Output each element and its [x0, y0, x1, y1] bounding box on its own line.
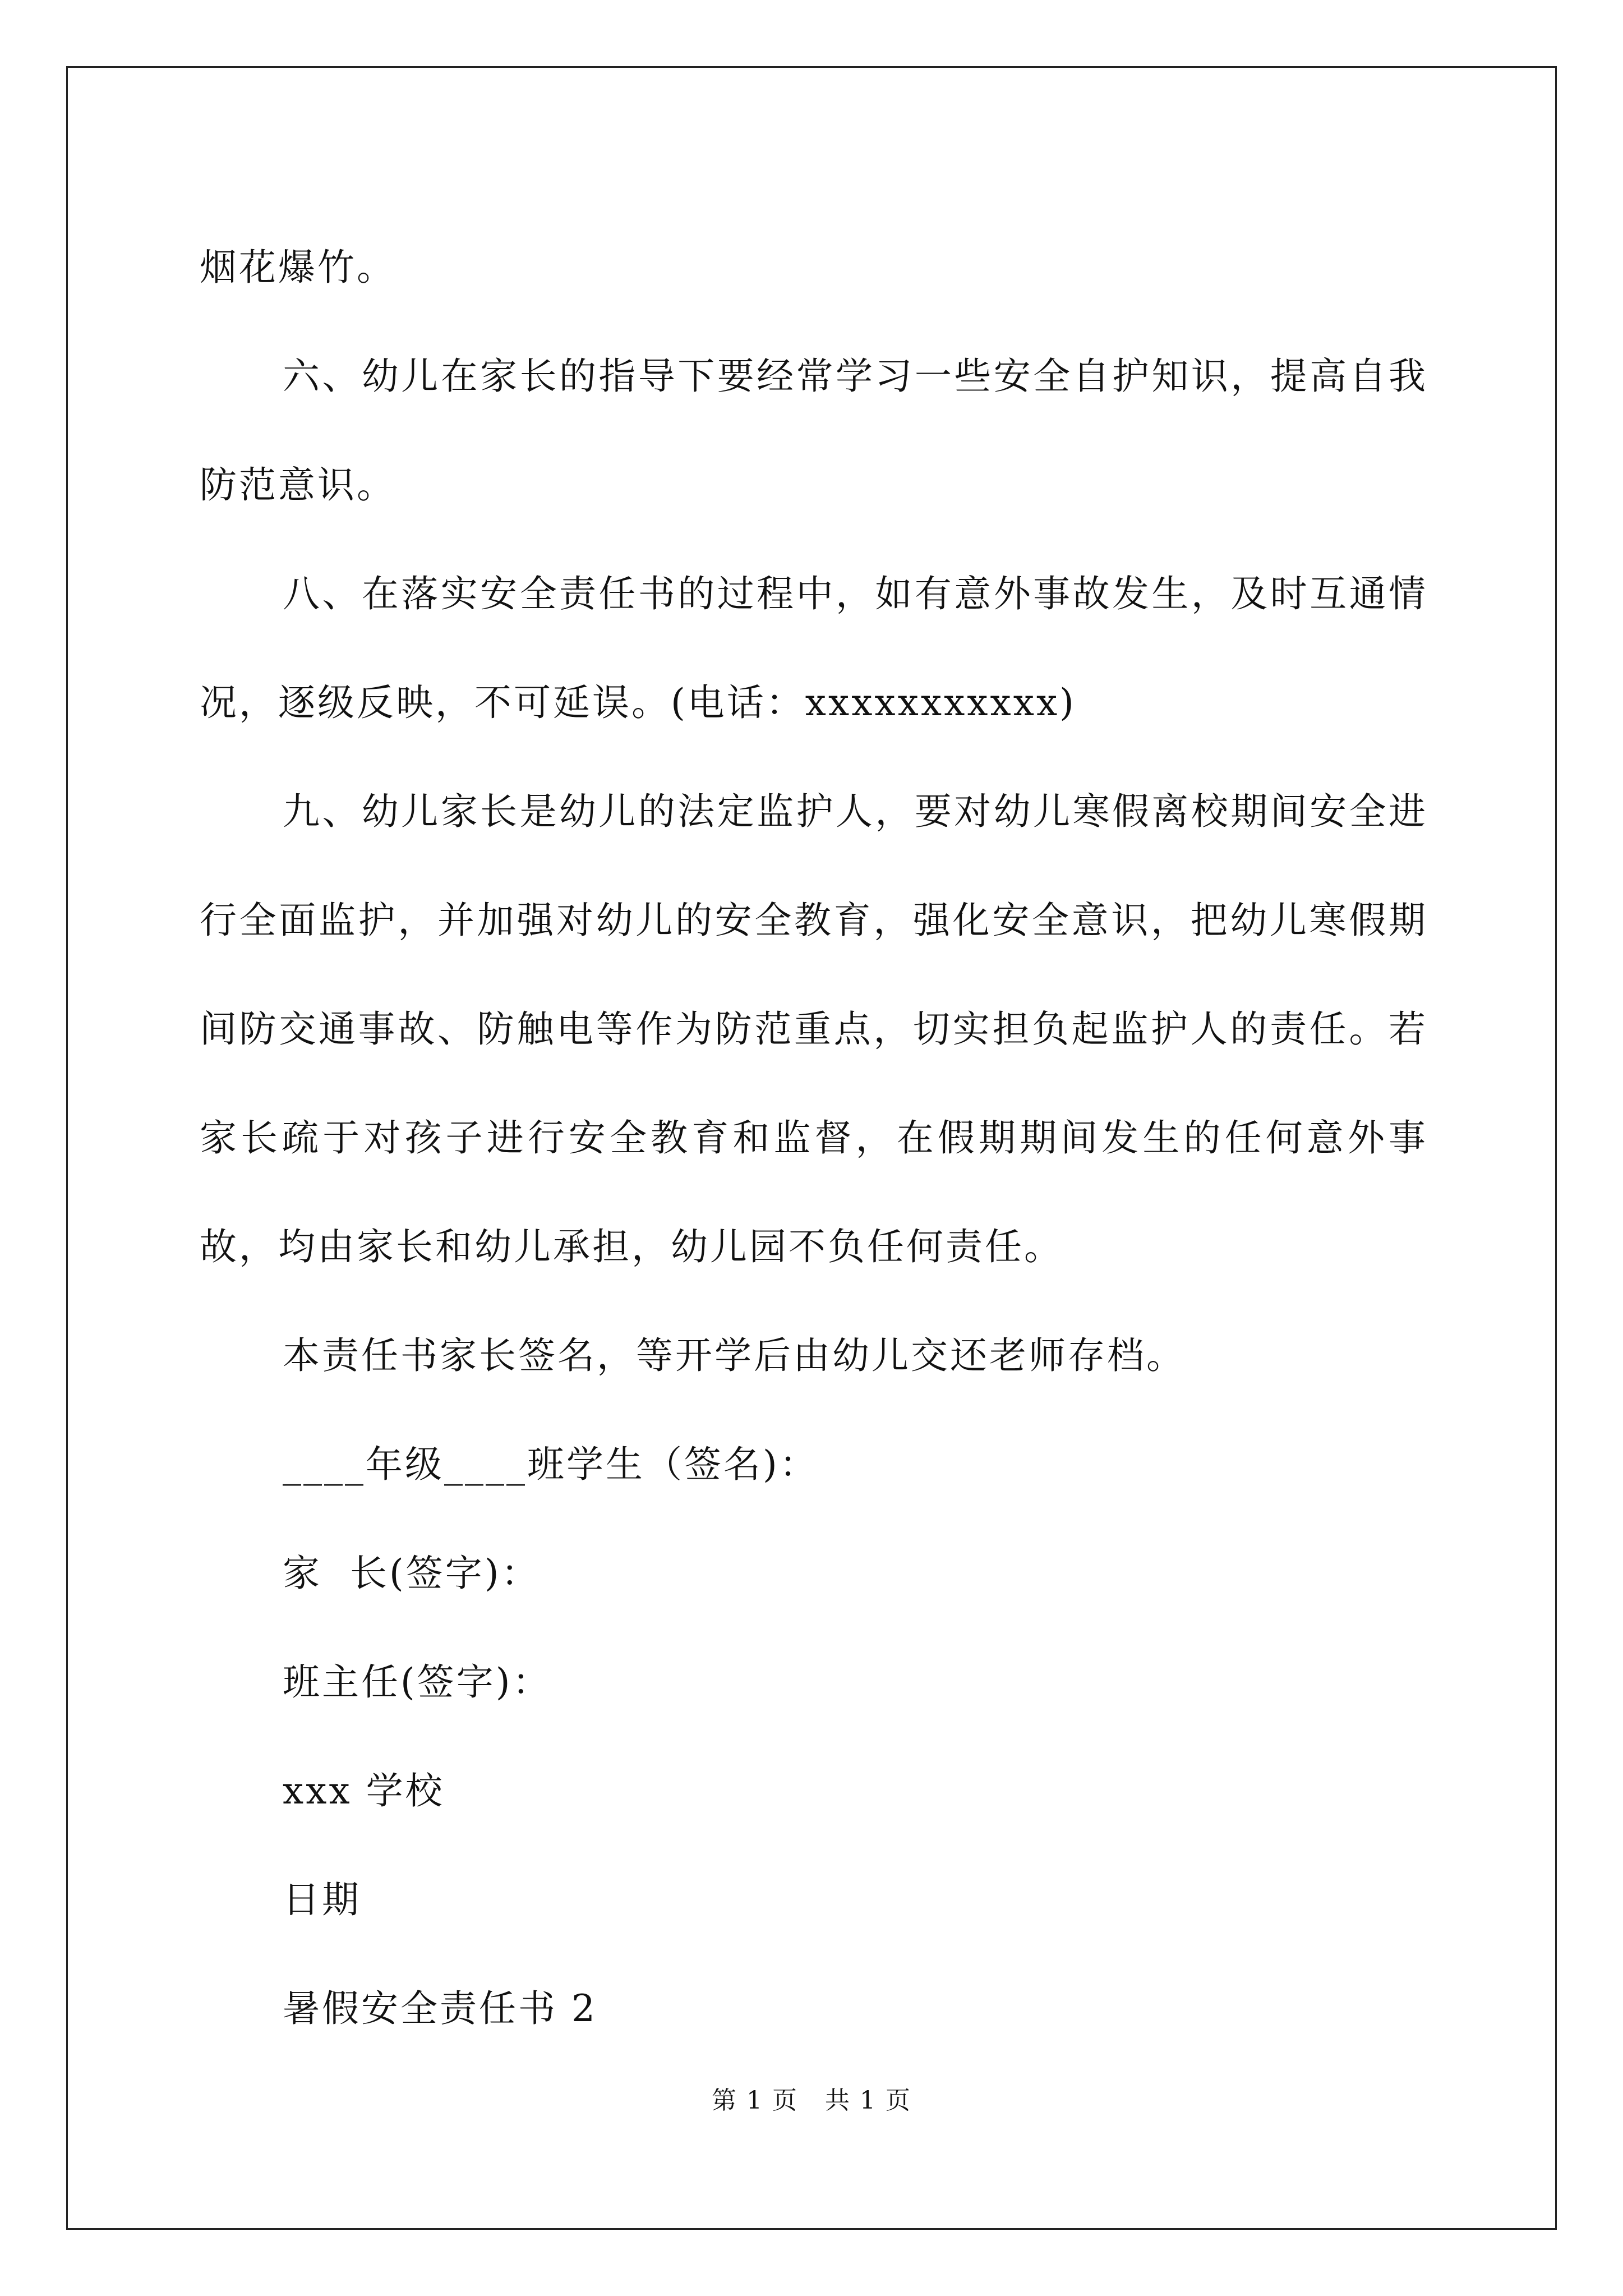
date-line: 日期 — [283, 1878, 361, 1921]
next-document-title: 暑假安全责任书 2 — [283, 1987, 597, 2030]
student-signature-line: ____年级____班学生（签名)： — [283, 1443, 819, 1486]
paragraph-item-nine: 九、幼儿家长是幼儿的法定监护人，要对幼儿寒假离校期间安全进行全面监护，并加强对幼儿的安全教育，强化安全意识，把幼儿寒假期间防交通事故、防触电等作为防范重点，切实担负起监护人的责任。若家长疏于对孩子进行安全教育和监督，在假期期间发生的任何意外事故，均由家长和幼儿承担，幼儿园不负任何责任。 — [200, 790, 1428, 1268]
page-number-footer: 第 1 页 共 1 页 — [712, 2086, 911, 2115]
school-name: xxx 学校 — [283, 1769, 445, 1812]
teacher-signature-line: 班主任(签字)： — [283, 1660, 552, 1704]
document-body — [200, 213, 1428, 2063]
paragraph-signature-note: 本责任书家长签名，等开学后由幼儿交还老师存档。 — [283, 1334, 1186, 1377]
paragraph-item-six: 六、幼儿在家长的指导下要经常学习一些安全自护知识，提高自我防范意识。 — [200, 355, 1428, 507]
paragraph-continuation: 烟花爆竹。 — [200, 246, 396, 289]
parent-signature-line: 家 长(签字)： — [283, 1552, 541, 1595]
paragraph-item-eight: 八、在落实安全责任书的过程中，如有意外事故发生，及时互通情况，逐级反映，不可延误。(电话：xxxxxxxxxxx) — [200, 572, 1428, 724]
